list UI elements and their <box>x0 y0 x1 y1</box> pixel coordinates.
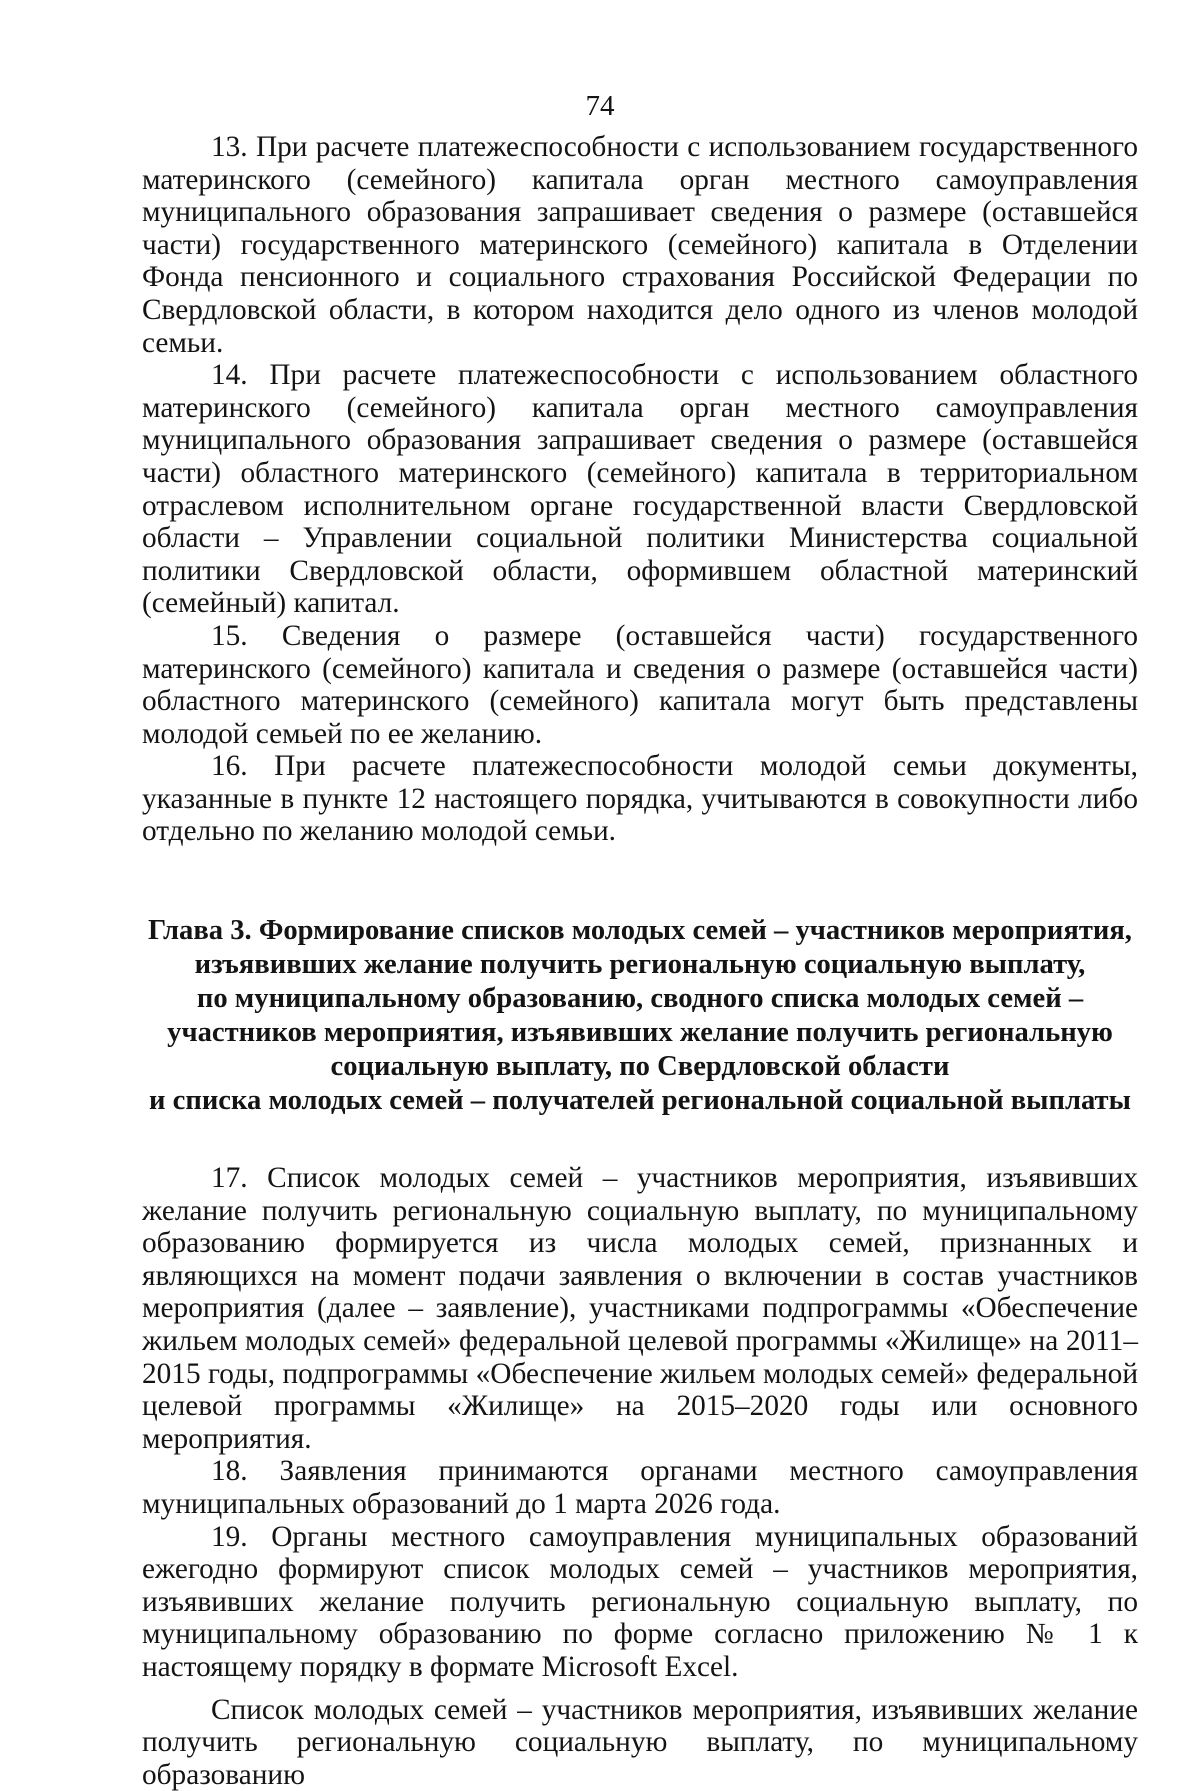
paragraph-19: 19. Органы местного самоуправления муниципальных образований ежегодно формируют список молодых семей – участников мероприятия, изъявивших желание получить региональную социальную выплату, по муниципальному образованию по форме согласно приложению № 1 к настоящему порядку в формате Microsoft Excel. <box>142 1520 1138 1683</box>
paragraph-list-description: Список молодых семей – участников мероприятия, изъявивших желание получить региональную социальную выплату, по муниципальному образованию <box>142 1693 1138 1791</box>
paragraph-18: 18. Заявления принимаются органами местного самоуправления муниципальных образований до 1 марта 2026 года. <box>142 1455 1138 1520</box>
chapter-heading-line: и списка молодых семей – получателей региональной социальной выплаты <box>149 1085 1131 1117</box>
document-body <box>142 131 1138 1791</box>
paragraph-14: 14. При расчете платежеспособности с использованием областного материнского (семейного) капитала орган местного самоуправления муниципального образования запрашивает сведения о размере (оставшейся части) областного материнского (семейного) капитала в территориальном отраслевом исполнительном органе государственной власти Свердловской области – Управлении социальной политики Министерства социальной политики Свердловской области, оформившем областной материнский (семейный) капитал. <box>142 359 1138 620</box>
chapter-heading-line: социальную выплату, по Свердловской области <box>330 1051 950 1083</box>
paragraph-16: 16. При расчете платежеспособности молодой семьи документы, указанные в пункте 12 настоящего порядка, учитываются в совокупности либо отдельно по желанию молодой семьи. <box>142 750 1138 848</box>
chapter-heading <box>142 914 1138 1118</box>
chapter-heading-line: изъявивших желание получить региональную социальную выплату, <box>194 949 1086 981</box>
chapter-heading-line: участников мероприятия, изъявивших желание получить региональную <box>167 1017 1113 1049</box>
paragraph-13: 13. При расчете платежеспособности с использованием государственного материнского (семейного) капитала орган местного самоуправления муниципального образования запрашивает сведения о размере (оставшейся части) государственного материнского (семейного) капитала в Отделении Фонда пенсионного и социального страхования Российской Федерации по Свердловской области, в котором находится дело одного из членов молодой семьи. <box>142 131 1138 359</box>
chapter-heading-line: по муниципальному образованию, сводного списка молодых семей – <box>196 983 1084 1015</box>
chapter-heading-line: Глава 3. Формирование списков молодых семей – участников мероприятия, <box>148 915 1132 947</box>
paragraph-17: 17. Список молодых семей – участников мероприятия, изъявивших желание получить региональную социальную выплату, по муниципальному образованию формируется из числа молодых семей, признанных и являющихся на момент подачи заявления о включении в состав участников мероприятия (далее – заявление), участниками подпрограммы «Обеспечение жильем молодых семей» федеральной целевой программы «Жилище» на 2011–2015 годы, подпрограммы «Обеспечение жильем молодых семей» федеральной целевой программы «Жилище» на 2015–2020 годы или основного мероприятия. <box>142 1162 1138 1455</box>
page-number: 74 <box>585 90 615 122</box>
paragraph-15: 15. Сведения о размере (оставшейся части) государственного материнского (семейного) капитала и сведения о размере (оставшейся части) областного материнского (семейного) капитала могут быть представлены молодой семьей по ее желанию. <box>142 619 1138 750</box>
